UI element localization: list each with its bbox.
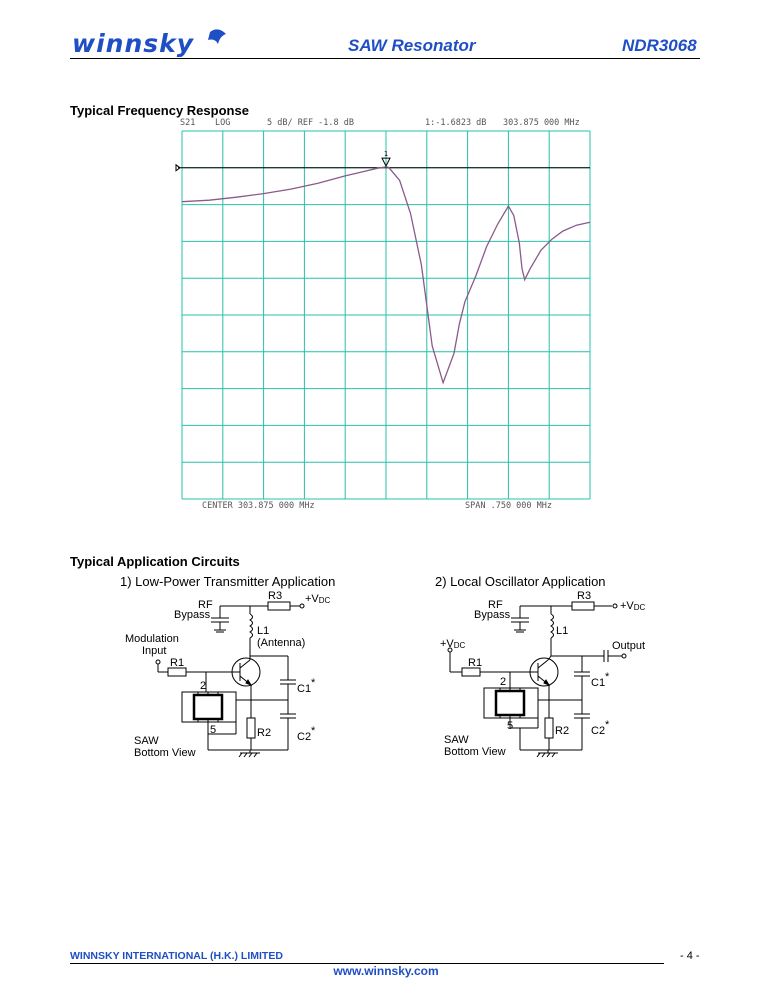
c1-label-input: Input xyxy=(142,645,167,657)
logo-text: winnsky xyxy=(72,29,195,58)
header-divider xyxy=(70,58,700,59)
c1-label-c2-star: * xyxy=(311,725,316,737)
chart-marker-number: 1 xyxy=(383,150,389,159)
chart-parameter: S21 xyxy=(180,118,196,128)
c2-label-pin5: 5 xyxy=(507,720,514,732)
c1-label-pin5: 5 xyxy=(210,724,217,736)
c2-label-r2: R2 xyxy=(555,725,570,737)
chart-scale: 5 dB/ REF -1.8 dB xyxy=(267,118,354,128)
c2-label-l1: L1 xyxy=(556,625,569,637)
circuit-transmitter-schematic xyxy=(120,588,350,773)
c2-label-c2-star: * xyxy=(605,719,610,731)
c1-label-c1-star: * xyxy=(311,677,316,689)
section-title-application-circuits: Typical Application Circuits xyxy=(70,554,240,569)
product-title: SAW Resonator xyxy=(348,36,476,55)
circuit-oscillator-schematic xyxy=(436,588,666,773)
part-number: NDR3068 xyxy=(622,36,697,55)
c2-label-r1: R1 xyxy=(468,657,483,669)
c2-label-output: Output xyxy=(612,640,646,652)
c1-label-r1: R1 xyxy=(170,657,185,669)
circuit2-title: 2) Local Oscillator Application xyxy=(435,574,606,589)
footer-company: WINNSKY INTERNATIONAL (H.K.) LIMITED xyxy=(70,950,283,962)
section-title-frequency-response: Typical Frequency Response xyxy=(70,103,249,118)
chart-marker-readout: 1:-1.6823 dB xyxy=(425,118,487,128)
c1-label-saw: SAW xyxy=(134,735,159,747)
c1-label-bottom-view: Bottom View xyxy=(134,747,196,759)
page-number: - 4 - xyxy=(680,950,700,962)
c2-label-bypass: Bypass xyxy=(474,609,511,621)
chart-format: LOG xyxy=(215,118,231,128)
logo-swoosh-icon xyxy=(208,29,226,44)
frequency-response-chart xyxy=(172,112,597,514)
c1-label-c2: C2 xyxy=(297,731,312,743)
c1-label-bypass: Bypass xyxy=(174,609,211,621)
c2-label-bottom-view: Bottom View xyxy=(444,746,506,758)
c1-label-pin2: 2 xyxy=(200,680,207,692)
circuit1-title: 1) Low-Power Transmitter Application xyxy=(120,574,336,589)
c2-label-c2: C2 xyxy=(591,725,606,737)
c2-label-vdc-left: +VDC xyxy=(440,638,466,650)
c1-label-c1: C1 xyxy=(297,683,312,695)
c2-label-vdc: +VDC xyxy=(620,600,646,612)
c1-label-r3: R3 xyxy=(268,590,283,602)
c2-label-pin2: 2 xyxy=(500,676,507,688)
c1-label-rf: RF xyxy=(198,599,213,611)
c2-label-c1: C1 xyxy=(591,677,606,689)
c2-label-c1-star: * xyxy=(605,671,610,683)
c1-label-l1: L1 xyxy=(257,625,270,637)
c2-label-saw: SAW xyxy=(444,734,469,746)
chart-center-label: CENTER 303.875 000 MHz xyxy=(202,501,315,511)
chart-grid xyxy=(182,131,590,499)
c2-label-r3: R3 xyxy=(577,590,592,602)
c1-label-modulation: Modulation xyxy=(125,633,179,645)
winnsky-logo xyxy=(70,26,235,60)
footer-website[interactable]: www.winnsky.com xyxy=(333,964,439,978)
c1-label-r2: R2 xyxy=(257,727,272,739)
c2-label-rf: RF xyxy=(488,599,503,611)
c1-label-antenna: (Antenna) xyxy=(257,637,306,649)
chart-marker-frequency: 303.875 000 MHz xyxy=(503,118,580,128)
chart-span-label: SPAN .750 000 MHz xyxy=(465,501,552,511)
c1-label-vdc: +VDC xyxy=(305,593,331,605)
